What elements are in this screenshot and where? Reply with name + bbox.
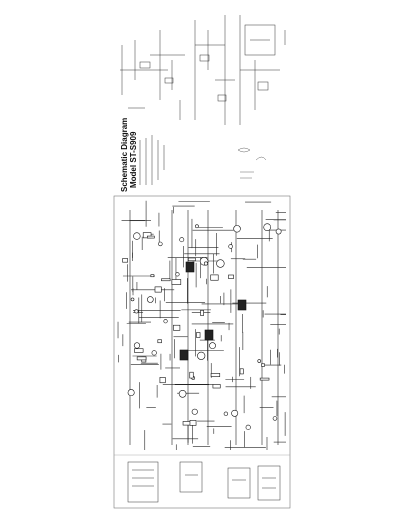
component-block — [213, 384, 220, 388]
component-transistor — [131, 298, 134, 301]
aux-circuit-left — [120, 30, 185, 120]
side-labels — [238, 148, 266, 178]
component-transistor — [147, 297, 153, 303]
component-transistor — [180, 238, 184, 242]
component-block — [151, 275, 154, 277]
component-transistor — [264, 224, 271, 231]
component-block — [196, 333, 200, 338]
component-block — [161, 279, 170, 281]
component-block — [211, 373, 220, 376]
diagram-title: Schematic Diagram — [120, 117, 129, 192]
component-block — [211, 275, 219, 280]
component-transistor — [209, 343, 215, 349]
component-transistor — [135, 310, 138, 313]
component-block — [260, 378, 269, 380]
component-block — [240, 369, 243, 374]
component-transistor — [152, 351, 157, 356]
ic-chip — [186, 262, 194, 272]
component-transistor — [197, 352, 205, 360]
component-transistor — [224, 412, 228, 416]
aux-circuit-right — [240, 15, 285, 125]
notes-block — [140, 135, 164, 185]
component-block — [173, 325, 179, 330]
bottom-connectors — [128, 462, 280, 502]
component-block — [262, 364, 265, 367]
component-transistor — [164, 319, 168, 323]
component-block — [190, 420, 196, 425]
component-block — [190, 372, 194, 378]
component-block — [123, 259, 128, 263]
component-transistor — [229, 245, 233, 249]
ic-chip — [238, 300, 246, 310]
component-block — [155, 287, 161, 292]
component-block — [228, 275, 233, 279]
component-transistor — [234, 225, 241, 232]
component-block — [147, 236, 154, 238]
component-transistor — [246, 425, 251, 430]
component-transistor — [258, 360, 261, 363]
ic-chip — [205, 330, 213, 340]
component-transistor — [133, 233, 140, 240]
component-block — [201, 310, 204, 315]
component-transistor — [192, 409, 197, 414]
component-transistor — [276, 229, 281, 234]
component-block — [188, 258, 195, 261]
ic-chip — [180, 350, 188, 360]
model-label: Model ST-S909 — [129, 131, 138, 188]
component-block — [137, 357, 146, 360]
component-transistor — [204, 262, 207, 265]
component-transistor — [158, 242, 162, 246]
component-block — [158, 340, 162, 343]
component-block — [160, 377, 165, 382]
component-transistor — [134, 343, 140, 349]
component-transistor — [179, 390, 186, 397]
component-transistor — [176, 273, 180, 277]
component-transistor — [128, 389, 134, 395]
component-block — [134, 349, 143, 353]
component-transistor — [273, 416, 277, 420]
component-block — [172, 280, 181, 285]
aux-circuit-middle — [195, 15, 235, 125]
component-transistor — [232, 410, 238, 416]
component-transistor — [195, 225, 198, 228]
component-transistor — [217, 260, 225, 268]
